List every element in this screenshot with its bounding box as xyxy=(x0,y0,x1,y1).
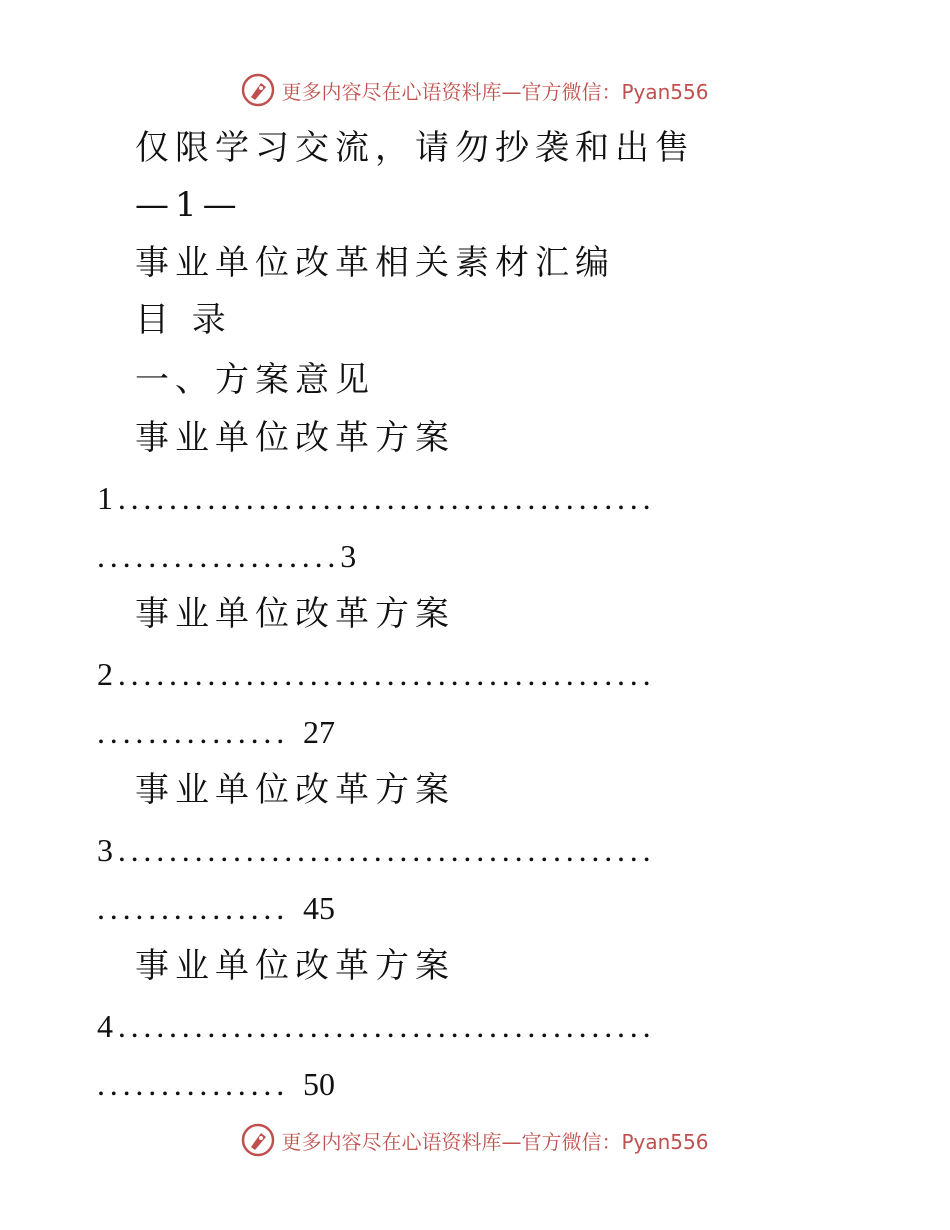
dot-leader: .......................................... xyxy=(117,480,656,516)
toc-entry-number: 4 xyxy=(97,1008,118,1044)
toc-heading: 目 录 xyxy=(135,300,232,340)
toc-entry-leader-continued xyxy=(97,536,356,576)
page-marker: —1— xyxy=(135,185,243,225)
header-banner xyxy=(0,70,950,110)
toc-entry-title: 事业单位改革方案 xyxy=(135,946,455,986)
toc-entry-number: 2 xyxy=(97,656,118,692)
toc-entry-number: 3 xyxy=(97,832,118,868)
toc-entry-title: 事业单位改革方案 xyxy=(135,770,455,810)
toc-entry-leader-continued xyxy=(97,888,335,928)
toc-entry-leader-continued xyxy=(97,712,335,752)
section-heading: 一、方案意见 xyxy=(135,360,375,400)
toc-entry-page: 45 xyxy=(303,890,335,926)
toc-entry-leader-continued xyxy=(97,1064,335,1104)
toc-entry-number: 1 xyxy=(97,480,118,516)
pen-nib-logo-icon xyxy=(241,73,275,107)
dot-leader: .......................................... xyxy=(117,656,656,692)
dot-leader: ............... xyxy=(97,890,289,926)
dot-leader: .......................................... xyxy=(117,1008,656,1044)
toc-entry-page: 50 xyxy=(303,1066,335,1102)
toc-entry-page: 3 xyxy=(340,538,357,574)
toc-entry-leader xyxy=(97,1006,655,1046)
toc-entry-leader xyxy=(97,654,655,694)
toc-entry-leader xyxy=(97,830,655,870)
document-title: 事业单位改革相关素材汇编 xyxy=(135,243,615,283)
banner-text: 更多内容尽在心语资料库—官方微信：Pyan556 xyxy=(281,1129,709,1154)
toc-entry-leader xyxy=(97,478,655,518)
dot-leader: ............... xyxy=(97,714,289,750)
toc-entry-title: 事业单位改革方案 xyxy=(135,418,455,458)
footer-banner xyxy=(0,1120,950,1160)
dot-leader: .......................................... xyxy=(117,832,656,868)
dot-leader: ................... xyxy=(97,538,341,574)
notice-line: 仅限学习交流，请勿抄袭和出售 xyxy=(135,128,695,168)
toc-entry-page: 27 xyxy=(303,714,335,750)
dot-leader: ............... xyxy=(97,1066,289,1102)
toc-entry-title: 事业单位改革方案 xyxy=(135,594,455,634)
pen-nib-logo-icon xyxy=(241,1123,275,1157)
banner-text: 更多内容尽在心语资料库—官方微信：Pyan556 xyxy=(281,79,709,104)
